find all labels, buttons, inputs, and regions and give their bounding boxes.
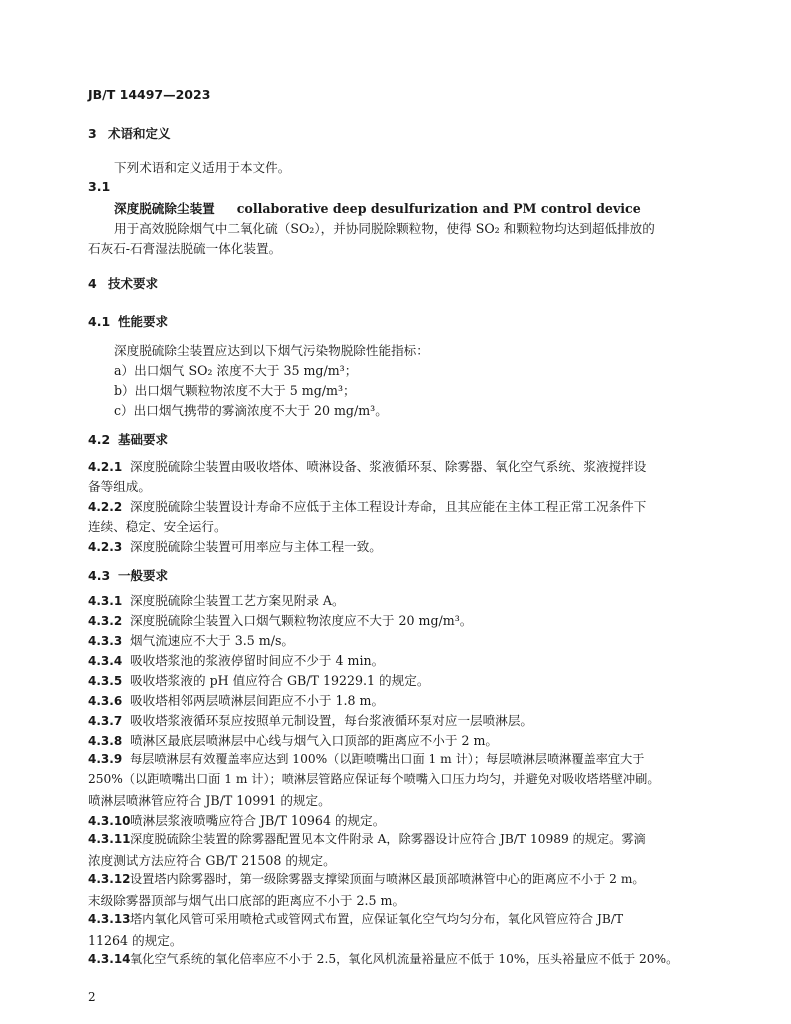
term-english: collaborative deep desulfurization and PM control device xyxy=(236,201,641,216)
clause-text: 设置塔内除雾器时，第一级除雾器支撑梁顶面与喷淋区最顶部喷淋管中心的距离应不小于 2 m。 xyxy=(130,872,645,886)
subsection-4-1-title: 性能要求 xyxy=(118,314,169,329)
clause-4-3-4 xyxy=(88,650,384,669)
clause-text: 吸收塔浆液的 pH 值应符合 GB/T 19229.1 的规定。 xyxy=(130,673,430,688)
clause-4-3-8 xyxy=(88,730,498,749)
section-3-number: 3 xyxy=(88,126,97,141)
term-3-1-definition-line-1: 用于高效脱除烟气中二氧化硫（SO₂），并协同脱除颗粒物，使得 SO₂ 和颗粒物均达到超低排放的 xyxy=(114,221,655,236)
clause-4-2-3 xyxy=(88,536,382,555)
performance-item-c: c）出口烟气携带的雾滴浓度不大于 20 mg/m³。 xyxy=(114,403,388,418)
clause-number: 4.3.14 xyxy=(88,952,131,966)
clause-4-3-11-continued: 浓度测试方法应符合 GB/T 21508 的规定。 xyxy=(88,853,336,868)
subsection-4-2-title: 基础要求 xyxy=(118,432,169,447)
page-number: 2 xyxy=(88,990,96,1004)
clause-text: 烟气流速应不大于 3.5 m/s。 xyxy=(130,633,295,648)
clause-text: 深度脱硫除尘装置的除雾器配置见本文件附录 A，除雾器设计应符合 JB/T 10989 的规定。雾滴 xyxy=(130,832,646,846)
performance-item-b: b）出口烟气颗粒物浓度不大于 5 mg/m³； xyxy=(114,383,356,398)
clause-4-3-1 xyxy=(88,590,345,609)
clause-text: 每层喷淋层有效覆盖率应达到 100%（以距喷嘴出口面 1 m 计）；每层喷淋层喷淋覆盖率宜大于 xyxy=(130,752,645,766)
subsection-4-2-heading xyxy=(88,430,168,448)
subsection-4-3-heading xyxy=(88,566,168,584)
term-3-1-definition-line-2: 石灰石-石膏湿法脱硫一体化装置。 xyxy=(88,241,282,256)
clause-4-2-2-continued: 连续、稳定、安全运行。 xyxy=(88,519,227,534)
clause-4-3-9-continued-1: 250%（以距喷嘴出口面 1 m 计）；喷淋层管路应保证每个喷嘴入口压力均匀，并避免对吸收塔塔壁冲刷。 xyxy=(88,772,660,786)
clause-text: 深度脱硫除尘装置设计寿命不应低于主体工程设计寿命，且其应能在主体工程正常工况条件下 xyxy=(130,499,647,514)
clause-number: 4.3.6 xyxy=(88,694,123,708)
clause-text: 喷淋层浆液喷嘴应符合 JB/T 10964 的规定。 xyxy=(130,813,386,828)
clause-text: 氧化空气系统的氧化倍率应不小于 2.5，氧化风机流量裕量应不低于 10%，压头裕量应不低于 20%。 xyxy=(130,952,679,966)
clause-4-3-11 xyxy=(88,830,646,847)
clause-number: 4.3.12 xyxy=(88,872,131,886)
clause-text: 吸收塔相邻两层喷淋层间距应不小于 1.8 m。 xyxy=(130,693,385,708)
clause-text: 深度脱硫除尘装置工艺方案见附录 A。 xyxy=(130,593,345,608)
section-4-heading xyxy=(88,274,158,292)
section-3-heading xyxy=(88,124,171,142)
clause-4-3-14 xyxy=(88,950,678,967)
section-4-title: 技术要求 xyxy=(108,276,159,291)
clause-number: 4.3.5 xyxy=(88,674,123,688)
subsection-4-1-intro: 深度脱硫除尘装置应达到以下烟气污染物脱除性能指标： xyxy=(114,343,429,358)
clause-4-3-6 xyxy=(88,690,384,709)
clause-4-3-9-continued-2: 喷淋层喷淋管应符合 JB/T 10991 的规定。 xyxy=(88,793,331,808)
subsection-4-2-number: 4.2 xyxy=(88,432,111,447)
clause-4-2-1 xyxy=(88,456,646,475)
clause-text: 塔内氧化风管可采用喷枪式或管网式布置，应保证氧化空气均匀分布，氧化风管应符合 JB/T xyxy=(130,912,624,926)
clause-text: 深度脱硫除尘装置可用率应与主体工程一致。 xyxy=(130,539,382,554)
clause-number: 4.3.9 xyxy=(88,752,123,766)
clause-4-3-12 xyxy=(88,870,645,887)
clause-4-3-7 xyxy=(88,710,533,729)
clause-number: 4.3.11 xyxy=(88,832,131,846)
clause-text: 吸收塔浆液循环泵应按照单元制设置，每台浆液循环泵对应一层喷淋层。 xyxy=(130,713,533,728)
clause-number: 4.3.7 xyxy=(88,714,123,728)
clause-number: 4.2.1 xyxy=(88,460,123,474)
clause-number: 4.3.1 xyxy=(88,594,123,608)
subsection-4-3-title: 一般要求 xyxy=(118,568,169,583)
clause-number: 4.2.2 xyxy=(88,500,123,514)
clause-number: 4.2.3 xyxy=(88,540,123,554)
section-4-number: 4 xyxy=(88,276,97,291)
clause-text: 吸收塔浆池的浆液停留时间应不少于 4 min。 xyxy=(130,653,385,668)
clause-text: 深度脱硫除尘装置由吸收塔体、喷淋设备、浆液循环泵、除雾器、氧化空气系统、浆液搅拌设 xyxy=(130,459,647,474)
term-3-1-number: 3.1 xyxy=(88,179,111,194)
clause-4-3-3 xyxy=(88,630,294,649)
clause-number: 4.3.8 xyxy=(88,734,123,748)
clause-number: 4.3.4 xyxy=(88,654,123,668)
clause-4-3-13-continued: 11264 的规定。 xyxy=(88,933,183,948)
clause-4-3-10 xyxy=(88,810,385,829)
clause-text: 深度脱硫除尘装置入口烟气颗粒物浓度应不大于 20 mg/m³。 xyxy=(130,613,473,628)
subsection-4-1-heading xyxy=(88,312,168,330)
performance-item-a: a）出口烟气 SO₂ 浓度不大于 35 mg/m³； xyxy=(114,363,358,378)
clause-4-2-1-continued: 备等组成。 xyxy=(88,479,151,494)
clause-4-2-2 xyxy=(88,496,646,515)
clause-4-3-2 xyxy=(88,610,472,629)
clause-text: 喷淋区最底层喷淋层中心线与烟气入口顶部的距离应不小于 2 m。 xyxy=(130,733,498,748)
clause-4-3-13 xyxy=(88,910,623,927)
clause-number: 4.3.10 xyxy=(88,814,131,828)
section-3-intro: 下列术语和定义适用于本文件。 xyxy=(114,160,291,175)
clause-number: 4.3.13 xyxy=(88,912,131,926)
clause-4-3-12-continued: 末级除雾器顶部与烟气出口底部的距离应不小于 2.5 m。 xyxy=(88,893,406,908)
clause-number: 4.3.3 xyxy=(88,634,123,648)
clause-4-3-9 xyxy=(88,750,645,767)
clause-4-3-5 xyxy=(88,670,429,689)
document-id: JB/T 14497—2023 xyxy=(88,87,211,102)
term-chinese: 深度脱硫除尘装置 xyxy=(114,201,215,216)
term-3-1-heading xyxy=(114,198,641,217)
section-3-title: 术语和定义 xyxy=(108,126,171,141)
subsection-4-3-number: 4.3 xyxy=(88,568,111,583)
subsection-4-1-number: 4.1 xyxy=(88,314,111,329)
clause-number: 4.3.2 xyxy=(88,614,123,628)
